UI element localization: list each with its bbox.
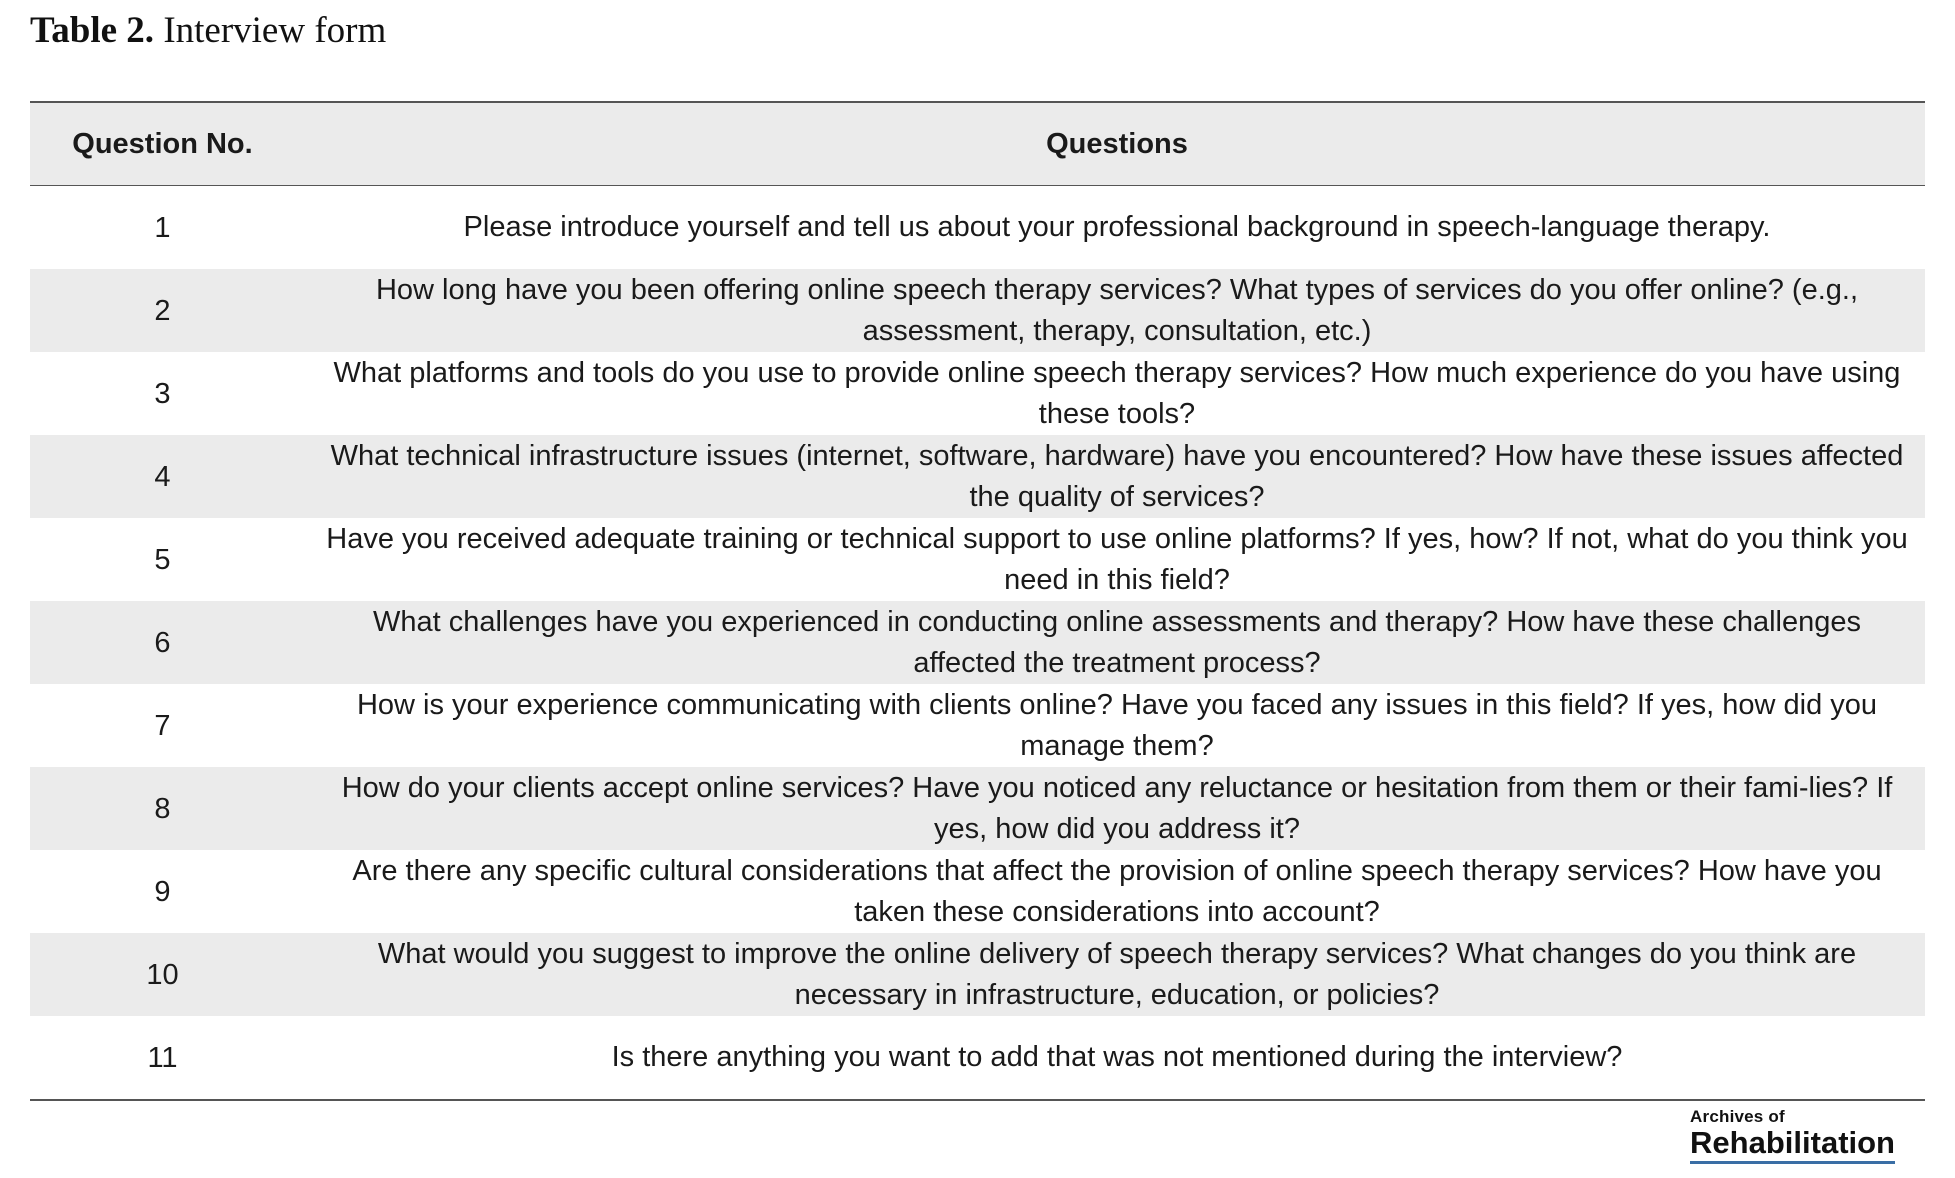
question-number: 3 bbox=[154, 377, 171, 410]
table-caption bbox=[30, 8, 386, 54]
question-text: How long have you been offering online speech therapy services? What types of services do you offer online? (e.g., assessment, therapy, consultation, etc.) bbox=[375, 273, 1859, 347]
table-header-row bbox=[30, 103, 1925, 186]
table-row bbox=[30, 352, 1925, 435]
question-number: 6 bbox=[154, 626, 171, 659]
question-text: What technical infrastructure issues (internet, software, hardware) have you encountered? How have these issues affected the quality of services? bbox=[330, 439, 1904, 513]
table-row bbox=[30, 933, 1925, 1016]
journal-logo-line1: Archives of bbox=[1690, 1107, 1785, 1126]
table-row bbox=[30, 269, 1925, 352]
question-number: 1 bbox=[154, 211, 171, 244]
table-row bbox=[30, 435, 1925, 518]
journal-logo-line2: Rehabilitation bbox=[1690, 1126, 1895, 1164]
journal-logo bbox=[1690, 1108, 1895, 1164]
header-questions: Questions bbox=[1046, 127, 1188, 160]
table-row bbox=[30, 850, 1925, 933]
table-row bbox=[30, 767, 1925, 850]
question-text: What would you suggest to improve the online delivery of speech therapy services? What changes do you think are necessary in infrastructure, education, or policies? bbox=[377, 937, 1857, 1011]
interview-table bbox=[30, 101, 1925, 1101]
table-row bbox=[30, 601, 1925, 684]
question-text: Have you received adequate training or technical support to use online platforms? If yes, how? If not, what do you think you need in this field? bbox=[326, 522, 1908, 596]
question-text: Are there any specific cultural considerations that affect the provision of online speech therapy services? How have you taken these considerations into account? bbox=[352, 854, 1882, 928]
header-question-no: Question No. bbox=[72, 128, 253, 160]
question-number: 2 bbox=[154, 294, 171, 327]
table-caption-label: Table 2. bbox=[30, 10, 155, 51]
question-number: 8 bbox=[154, 792, 171, 825]
table-row bbox=[30, 186, 1925, 269]
question-text: How is your experience communicating with clients online? Have you faced any issues in this field? If yes, how did you manage them? bbox=[356, 688, 1878, 762]
question-number: 5 bbox=[154, 543, 171, 576]
question-number: 11 bbox=[147, 1041, 178, 1074]
question-text: What challenges have you experienced in conducting online assessments and therapy? How have these challenges affected the treatment process? bbox=[373, 605, 1861, 679]
table-row bbox=[30, 1016, 1925, 1099]
table-row bbox=[30, 684, 1925, 767]
question-number: 4 bbox=[154, 460, 171, 493]
question-number: 7 bbox=[154, 709, 171, 742]
question-number: 9 bbox=[154, 875, 171, 908]
table-caption-title: Interview form bbox=[154, 10, 387, 51]
question-text: How do your clients accept online services? Have you noticed any reluctance or hesitation from them or their fami-lies? If yes, how did you address it? bbox=[341, 771, 1893, 845]
question-text: What platforms and tools do you use to provide online speech therapy services? How much experience do you have using these tools? bbox=[333, 356, 1901, 430]
question-text: Please introduce yourself and tell us about your professional background in speech-language therapy. bbox=[463, 211, 1771, 243]
table-row bbox=[30, 518, 1925, 601]
question-text: Is there anything you want to add that was not mentioned during the interview? bbox=[611, 1041, 1623, 1073]
question-number: 10 bbox=[146, 958, 179, 991]
